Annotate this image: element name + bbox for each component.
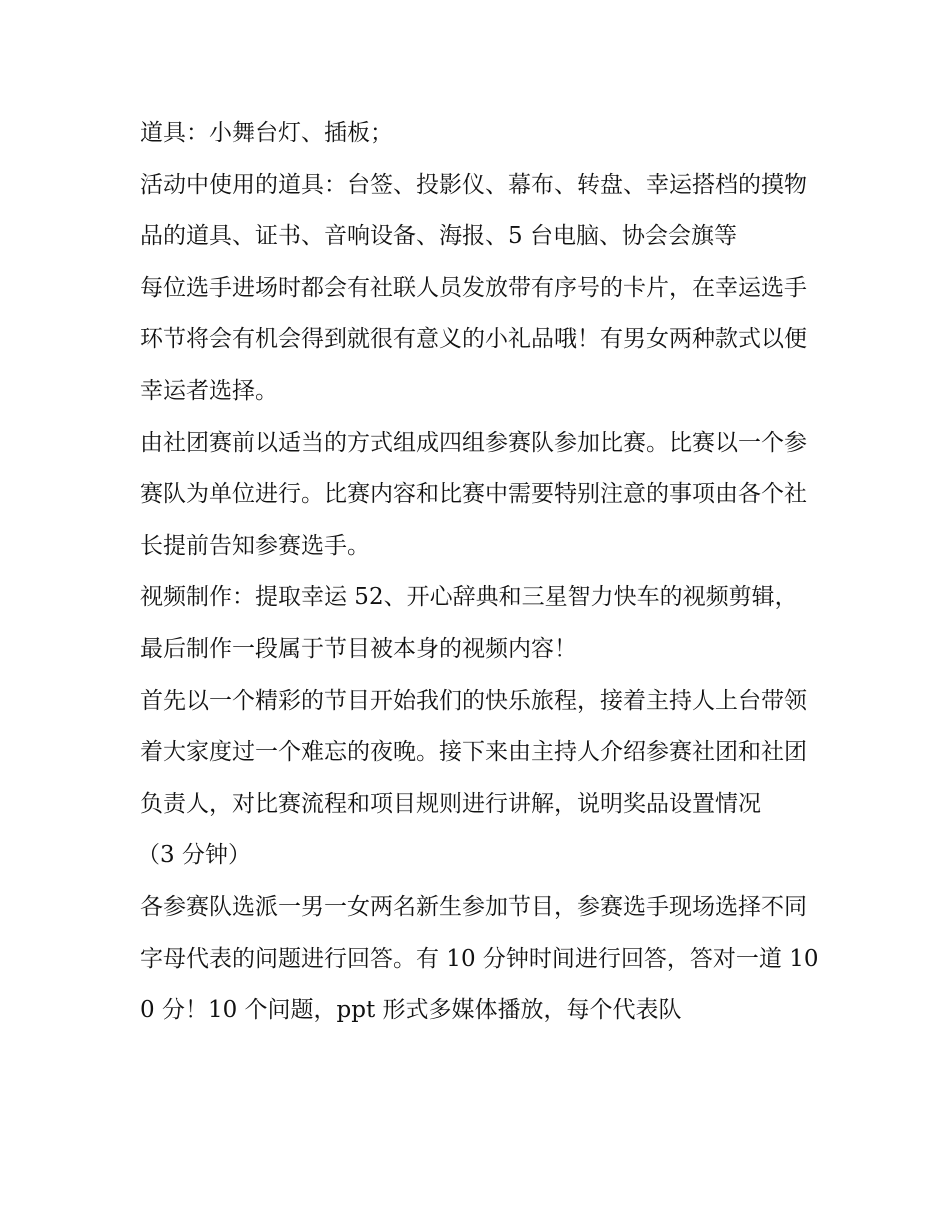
paragraph-contest-rules: 各参赛队选派一男一女两名新生参加节目，参赛选手现场选择不同字母代表的问题进行回答。有 10 分钟时间进行回答，答对一道 100 分！10 个问题，ppt 形式多媒体播放，每个代表队 xyxy=(140,893,819,1024)
paragraph-props: 道具：小舞台灯、插板； xyxy=(140,120,393,146)
paragraph-team-formation: 由社团赛前以适当的方式组成四组参赛队参加比赛。比赛以一个参赛队为单位进行。比赛内容和比赛中需要特别注意的事项由各个社长提前告知参赛选手。 xyxy=(140,429,807,559)
paragraph-numbered-cards: 每位选手进场时都会有社联人员发放带有序号的卡片，在幸运选手环节将会有机会得到就很有意义的小礼品哦！有男女两种款式以便幸运者选择。 xyxy=(140,274,807,404)
paragraph-activity-props: 活动中使用的道具：台签、投影仪、幕布、转盘、幸运搭档的摸物品的道具、证书、音响设备、海报、5 台电脑、协会会旗等 xyxy=(140,171,807,250)
document-body xyxy=(137,108,820,1037)
paragraph-video-production: 视频制作：提取幸运 52、开心辞典和三星智力快车的视频剪辑，最后制作一段属于节目被本身的视频内容！ xyxy=(140,584,798,662)
paragraph-opening: 首先以一个精彩的节目开始我们的快乐旅程，接着主持人上台带领着大家度过一个难忘的夜晚。接下来由主持人介绍参赛社团和社团负责人，对比赛流程和项目规则进行讲解，说明奖品设置情况 xyxy=(140,687,807,817)
paragraph-duration: （3 分钟） xyxy=(137,842,251,869)
